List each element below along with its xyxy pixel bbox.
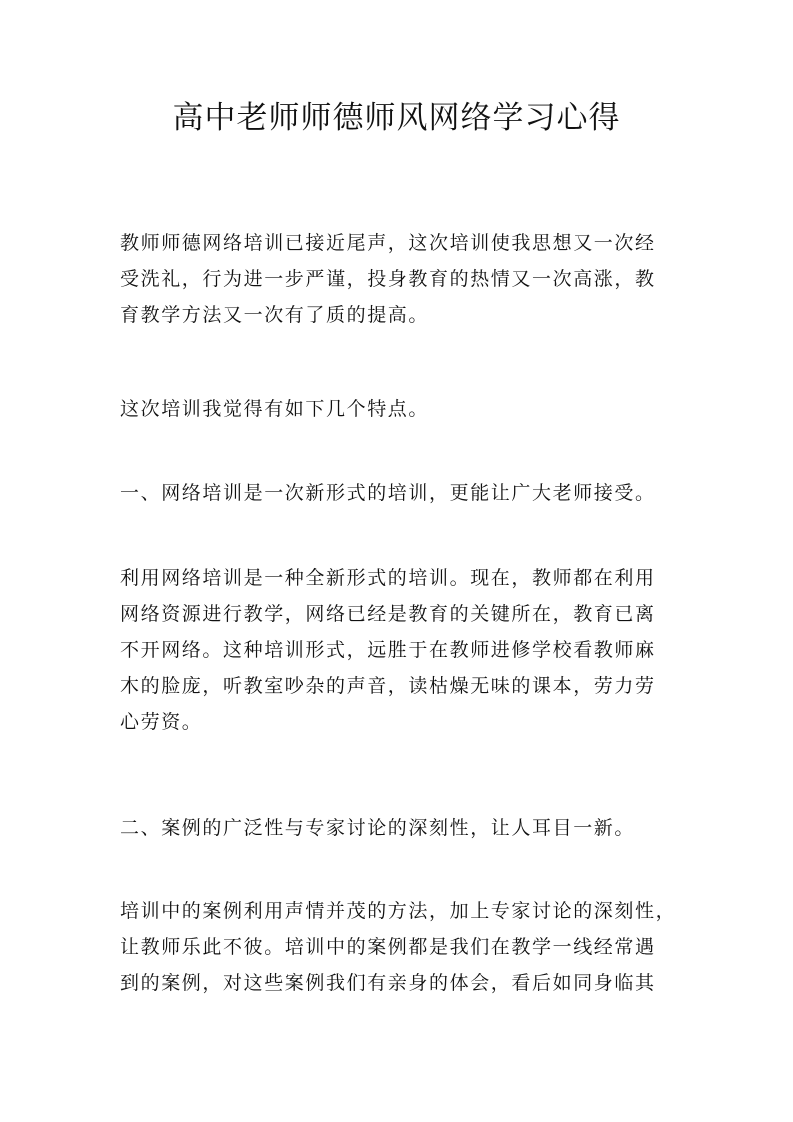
text-line: 木的脸庞，听教室吵杂的声音，读枯燥无味的课本，劳力劳 bbox=[120, 675, 656, 697]
text-line: 二、案例的广泛性与专家讨论的深刻性，让人耳目一新。 bbox=[120, 817, 636, 839]
text-line: 受洗礼，行为进一步严谨，投身教育的热情又一次高涨，教 bbox=[120, 268, 656, 290]
text-line: 到的案例，对这些案例我们有亲身的体会，看后如同身临其 bbox=[120, 972, 656, 994]
text-line: 网络资源进行教学，网络已经是教育的关键所在，教育已离 bbox=[120, 603, 656, 625]
text-line: 育教学方法又一次有了质的提高。 bbox=[120, 304, 430, 326]
page-title: 高中老师师德师风网络学习心得 bbox=[172, 100, 621, 136]
paragraph-cases bbox=[120, 893, 695, 1001]
section-heading-1 bbox=[120, 475, 695, 511]
section-heading-2 bbox=[120, 810, 695, 846]
text-line: 利用网络培训是一种全新形式的培训。现在，教师都在利用 bbox=[120, 567, 656, 589]
paragraph-features-intro bbox=[120, 391, 695, 427]
text-line: 一、网络培训是一次新形式的培训，更能让广大老师接受。 bbox=[120, 482, 656, 504]
text-line: 不开网络。这种培训形式，远胜于在教师进修学校看教师麻 bbox=[120, 639, 656, 661]
text-line: 这次培训我觉得有如下几个特点。 bbox=[120, 398, 430, 420]
text-line: 让教师乐此不彼。培训中的案例都是我们在教学一线经常遇 bbox=[120, 936, 656, 958]
paragraph-intro bbox=[120, 225, 695, 333]
text-line: 教师师德网络培训已接近尾声，这次培训使我思想又一次经 bbox=[120, 232, 656, 254]
paragraph-network-training bbox=[120, 560, 695, 740]
text-line: 培训中的案例利用声情并茂的方法，加上专家讨论的深刻性， bbox=[120, 900, 677, 922]
text-line: 心劳资。 bbox=[120, 711, 203, 733]
